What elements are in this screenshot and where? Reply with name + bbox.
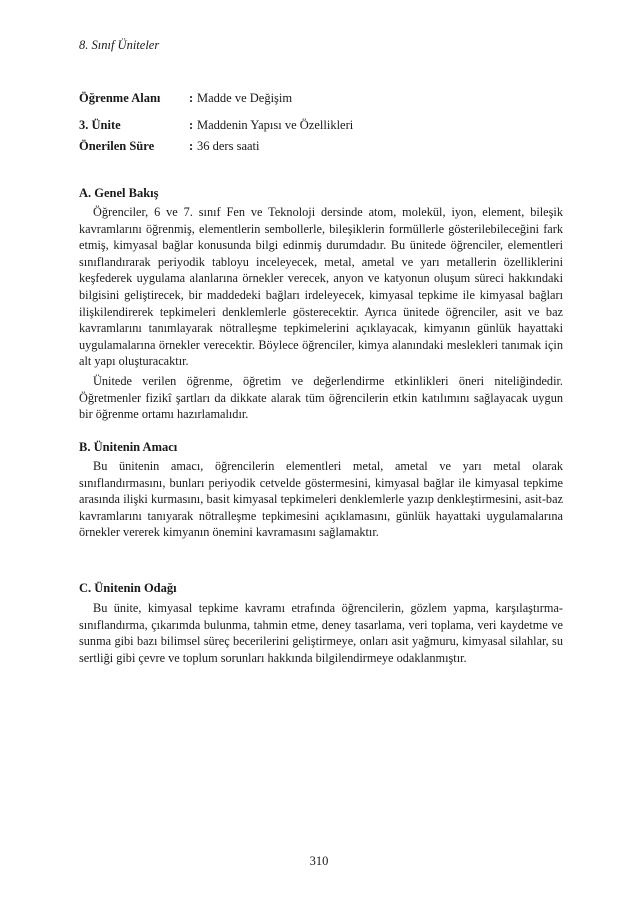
meta-colon: : [189,118,194,132]
section-heading-purpose: B. Ünitenin Amacı [79,440,178,454]
section-heading-overview: A. Genel Bakış [79,186,159,200]
meta-colon: : [189,139,194,153]
meta-label: 3. Ünite [79,118,121,132]
running-header: 8. Sınıf Üniteler [79,38,160,52]
meta-value: 36 ders saati [197,139,260,153]
page-number: 310 [309,854,329,868]
meta-value: Madde ve Değişim [197,91,293,105]
meta-value: Maddenin Yapısı ve Özellikleri [197,118,354,132]
meta-label: Önerilen Süre [79,139,155,153]
overview-paragraph-2: Ünitede verilen öğrenme, öğretim ve değerlendirme etkinlikleri öneri niteliğindedir. Öğretmenler fizikî şartları da dikkate alarak tüm öğrencilerin etkin katılımını sağlayacak uygun bir öğrenme ortamı hazırlamalıdır. [79,374,563,422]
overview-paragraph-1: Öğrenciler, 6 ve 7. sınıf Fen ve Teknoloji dersinde atom, molekül, iyon, element, bileşik kavramlarını öğrenmiş, elementlerin sembollerle, bileşiklerin formüllerle gösterilebileceğini fark etmiş, kimyasal bağlar konusunda bilgi edinmiş durumdadır. Bu ünitede öğrenciler, elementleri sınıflandırarak periyodik tabloyu inceleyecek, metal, ametal ve yarı metallerin özelliklerini keşfederek uygulama alanlarına örnekler verecek, anyon ve katyonun oluşum süreci hakkındaki bilgisini geliştirecek, bir maddedeki bağları irdeleyecek, kimyasal tepkime ile kimyasal bağları ilişkilendirerek tepkimeleri denklemlerle gösterecektir. Ayrıca ünitede öğrenciler, asit ve baz kavramlarını tanımlayarak nötralleşme tepkimelerini açıklayacak, kimyanın günlük hayattaki uygulamalarına örnekler verecektir. Böylece öğrenciler, kimya alanındaki meslekleri tanımak için alt yapı oluşturacaktır. [79,205,563,369]
meta-label: Öğrenme Alanı [79,91,161,105]
section-heading-focus: C. Ünitenin Odağı [79,581,177,595]
meta-colon: : [189,91,194,105]
purpose-paragraph: Bu ünitenin amacı, öğrencilerin elementleri metal, ametal ve yarı metal olarak sınıflandırmasını, bunları periyodik cetvelde göstermesini, kimyasal bağlar ile kimyasal tepkime arasında ilişki kurmasını, basit kimyasal tepkimeleri denklemlerle yazıp denkleştirmesini, asit-baz kavramlarını tanıyarak nötralleşme tepkimesini açıklamasını, günlük hayattaki uygulamalarına örnekler vererek kimyanın önemini kavramasını sağlamaktır. [79,459,563,540]
focus-paragraph: Bu ünite, kimyasal tepkime kavramı etrafında öğrencilerin, gözlem yapma, karşılaştırma-sınıflandırma, çıkarımda bulunma, tahmin etme, deney tasarlama, veri toplama, veri kaydetme ve sunma gibi bazı bilimsel süreç becerilerini geliştirmeye, onları asit yağmuru, kimyasal silahlar, su sertliği gibi çevre ve toplum sorunları hakkında bilgilendirmeye odaklanmıştır. [79,601,563,665]
